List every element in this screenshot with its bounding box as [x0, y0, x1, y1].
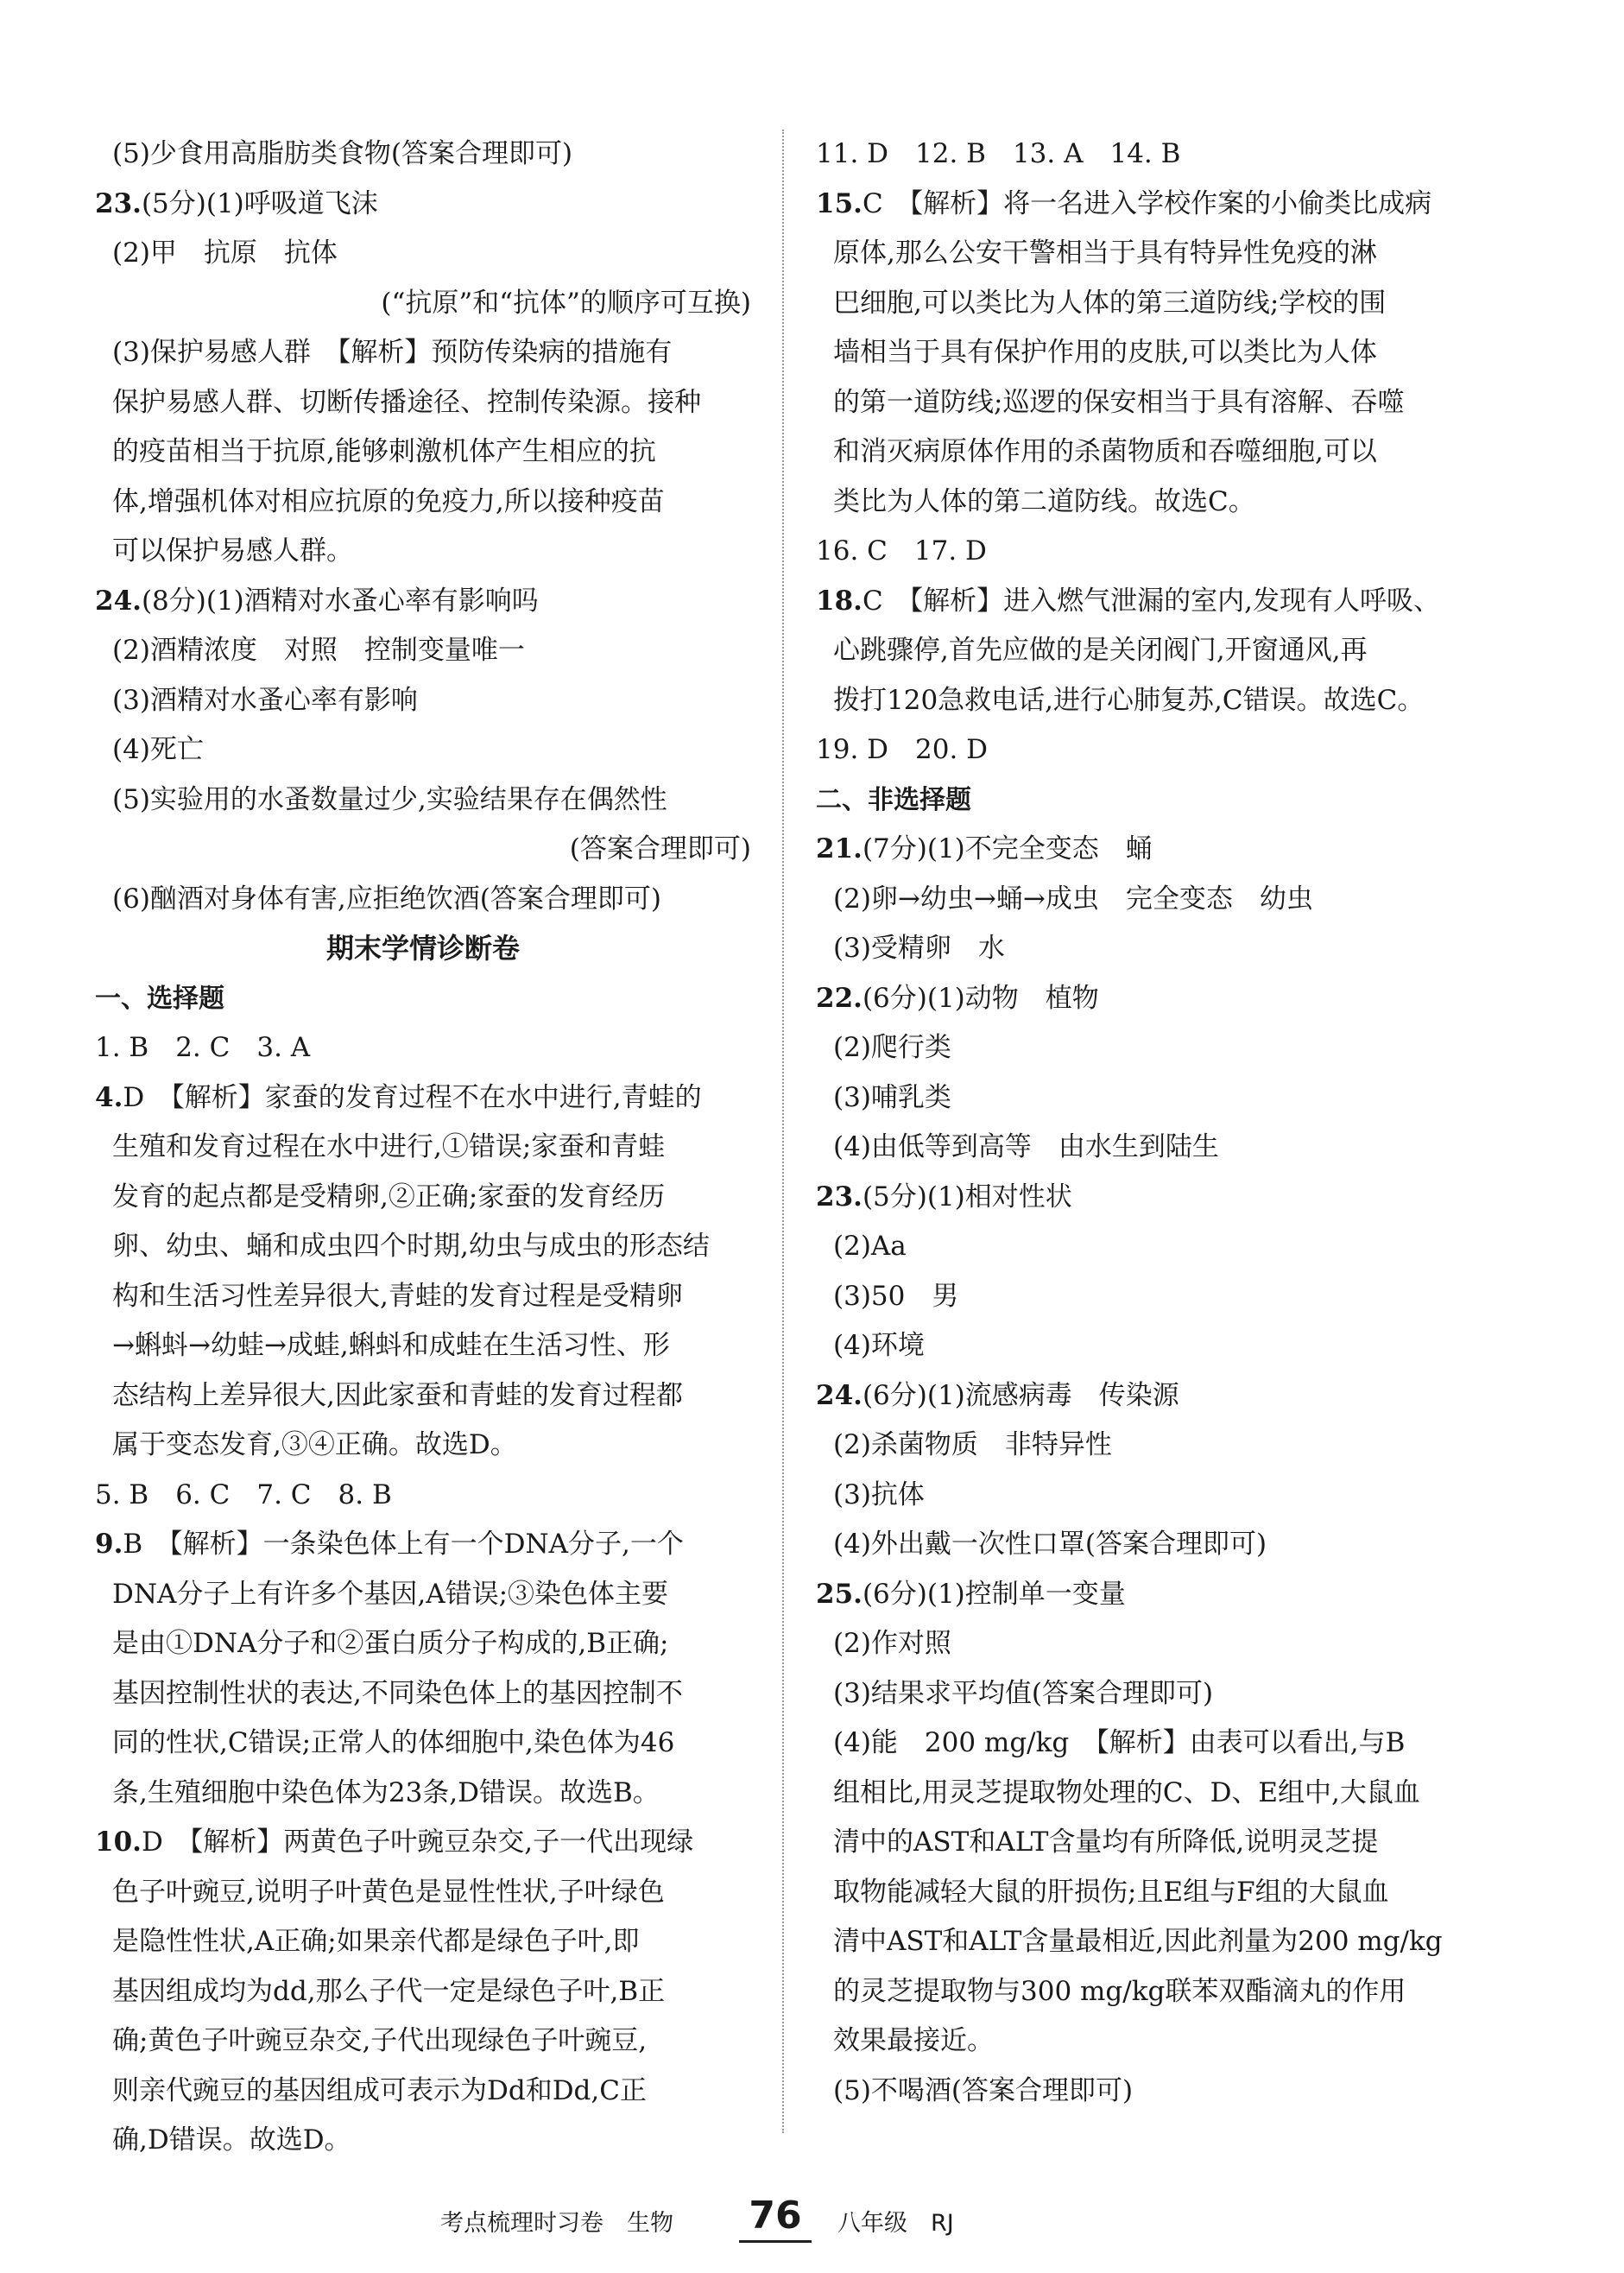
left-line-28 — [95, 1520, 751, 1570]
line-text: C 【解析】将一名进入学校作案的小偷类比成病 — [862, 187, 1432, 219]
left-line-19 — [95, 1073, 751, 1124]
right-line-34 — [816, 1818, 1507, 1868]
line-text: (3)50 男 — [833, 1280, 959, 1312]
right-line-26 — [816, 1421, 1507, 1471]
line-text: 生殖和发育过程在水中进行,①错误;家蚕和青蛙 — [112, 1131, 666, 1162]
right-line-4 — [816, 328, 1507, 378]
question-number: 25. — [816, 1578, 863, 1610]
line-text: DNA分子上有许多个基因,A错误;③染色体主要 — [112, 1578, 669, 1610]
question-number: 21. — [816, 833, 863, 864]
right-line-30 — [816, 1619, 1507, 1669]
line-text: 条,生殖细胞中染色体为23条,D错误。故选B。 — [112, 1776, 660, 1808]
question-number: 24. — [95, 585, 142, 617]
line-text: D 【解析】家蚕的发育过程不在水中进行,青蛙的 — [123, 1081, 702, 1113]
right-line-6 — [816, 427, 1507, 478]
left-line-12 — [95, 725, 751, 776]
right-column — [816, 130, 1507, 2116]
left-line-39 — [95, 2067, 751, 2117]
right-line-2 — [816, 229, 1507, 279]
right-line-27 — [816, 1471, 1507, 1521]
left-line-20 — [95, 1123, 751, 1173]
right-line-14 — [816, 825, 1507, 875]
right-line-11 — [816, 676, 1507, 726]
line-text: 5. B 6. C 7. C 8. B — [95, 1478, 392, 1510]
right-line-10 — [816, 626, 1507, 676]
left-line-27 — [95, 1471, 751, 1521]
right-line-28 — [816, 1520, 1507, 1570]
line-text: (3)抗体 — [833, 1478, 925, 1510]
line-text: 清中AST和ALT含量最相近,因此剂量为200 mg/kg — [833, 1926, 1443, 1957]
question-number: 22. — [816, 982, 863, 1014]
right-line-33 — [816, 1769, 1507, 1819]
right-line-32 — [816, 1719, 1507, 1769]
question-number: 9. — [95, 1529, 123, 1560]
left-line-21 — [95, 1173, 751, 1223]
line-text: (3)保护易感人群 【解析】预防传染病的措施有 — [112, 337, 673, 368]
left-line-26 — [95, 1421, 751, 1471]
right-line-17 — [816, 974, 1507, 1024]
line-text: (5)少食用高脂肪类食物(答案合理即可) — [112, 138, 573, 169]
right-line-13 — [816, 776, 1507, 826]
left-line-14 — [95, 825, 751, 875]
right-line-7 — [816, 478, 1507, 528]
question-number: 10. — [95, 1827, 142, 1858]
line-text: (2)杀菌物质 非特异性 — [833, 1429, 1112, 1460]
line-text: 拨打120急救电话,进行心肺复苏,C错误。故选C。 — [833, 684, 1425, 716]
line-text: 构和生活习性差异很大,青蛙的发育过程是受精卵 — [112, 1280, 683, 1312]
grade-label: 八年级 RJ — [837, 2210, 954, 2237]
line-text: (8分)(1)酒精对水蚤心率有影响吗 — [141, 585, 539, 617]
left-line-31 — [95, 1669, 751, 1719]
right-line-18 — [816, 1023, 1507, 1073]
left-line-29 — [95, 1570, 751, 1620]
right-line-20 — [816, 1123, 1507, 1173]
line-text: 二、非选择题 — [816, 784, 971, 815]
left-line-35 — [95, 1868, 751, 1918]
left-line-18 — [95, 1023, 751, 1073]
line-text: B 【解析】一条染色体上有一个DNA分子,一个 — [123, 1529, 684, 1560]
line-text: (6)酗酒对身体有害,应拒绝饮酒(答案合理即可) — [112, 883, 661, 915]
right-line-9 — [816, 577, 1507, 627]
line-text: (4)能 200 mg/kg 【解析】由表可以看出,与B — [833, 1727, 1406, 1758]
left-line-22 — [95, 1222, 751, 1272]
line-text: 则亲代豌豆的基因组成可表示为Dd和Dd,C正 — [112, 2074, 647, 2106]
line-text: (3)酒精对水蚤心率有影响 — [112, 684, 418, 716]
question-number: 4. — [95, 1081, 123, 1113]
line-text: 16. C 17. D — [816, 535, 987, 567]
line-text: 发育的起点都是受精卵,②正确;家蚕的发育经历 — [112, 1181, 666, 1212]
right-line-36 — [816, 1917, 1507, 1967]
line-text: (2)Aa — [833, 1231, 907, 1262]
left-line-8 — [95, 527, 751, 577]
line-text: 色子叶豌豆,说明子叶黄色是显性性状,子叶绿色 — [112, 1876, 665, 1908]
line-text: D 【解析】两黄色子叶豌豆杂交,子一代出现绿 — [141, 1827, 694, 1858]
right-line-25 — [816, 1371, 1507, 1421]
left-line-33 — [95, 1769, 751, 1819]
line-text: 取物能减轻大鼠的肝损伤;且E组与F组的大鼠血 — [833, 1876, 1389, 1908]
column-divider — [782, 130, 784, 2133]
right-line-24 — [816, 1321, 1507, 1371]
line-text: (6分)(1)控制单一变量 — [862, 1578, 1126, 1610]
line-text: 可以保护易感人群。 — [112, 535, 353, 567]
line-text: (4)外出戴一次性口罩(答案合理即可) — [833, 1529, 1267, 1560]
line-text: 和消灭病原体作用的杀菌物质和吞噬细胞,可以 — [833, 436, 1377, 467]
right-line-0 — [816, 130, 1507, 180]
left-line-3 — [95, 279, 751, 329]
line-text: (2)卵→幼虫→蛹→成虫 完全变态 幼虫 — [833, 883, 1313, 915]
line-text: (4)环境 — [833, 1330, 925, 1361]
line-text: 19. D 20. D — [816, 734, 989, 765]
left-line-16 — [95, 924, 751, 974]
line-text: (3)受精卵 水 — [833, 933, 1005, 964]
right-line-16 — [816, 924, 1507, 974]
line-text: (“抗原”和“抗体”的顺序可互换) — [381, 287, 751, 319]
right-line-23 — [816, 1272, 1507, 1322]
line-text: (5)不喝酒(答案合理即可) — [833, 2074, 1134, 2106]
left-line-5 — [95, 378, 751, 428]
left-line-40 — [95, 2116, 751, 2166]
left-line-25 — [95, 1371, 751, 1421]
left-line-30 — [95, 1619, 751, 1669]
right-line-21 — [816, 1173, 1507, 1223]
line-text: 清中的AST和ALT含量均有所降低,说明灵芝提 — [833, 1827, 1379, 1858]
page-footer — [0, 2194, 1624, 2245]
line-text: (2)酒精浓度 对照 控制变量唯一 — [112, 635, 525, 666]
right-line-37 — [816, 1967, 1507, 2017]
line-text: 一、选择题 — [95, 983, 224, 1014]
right-line-29 — [816, 1570, 1507, 1620]
line-text: 类比为人体的第二道防线。故选C。 — [833, 485, 1255, 517]
line-text: (3)哺乳类 — [833, 1081, 951, 1113]
line-text: (2)甲 抗原 抗体 — [112, 237, 338, 269]
line-text: (6分)(1)动物 植物 — [862, 982, 1099, 1014]
right-line-5 — [816, 378, 1507, 428]
line-text: 巴细胞,可以类比为人体的第三道防线;学校的围 — [833, 287, 1387, 319]
line-text: 原体,那么公安干警相当于具有特异性免疫的淋 — [833, 237, 1377, 269]
left-line-1 — [95, 180, 751, 230]
line-text: 基因控制性状的表达,不同染色体上的基因控制不 — [112, 1677, 683, 1709]
question-number: 18. — [816, 585, 863, 617]
line-text: (5分)(1)呼吸道飞沫 — [141, 187, 378, 219]
left-line-11 — [95, 676, 751, 726]
line-text: 体,增强机体对相应抗原的免疫力,所以接种疫苗 — [112, 485, 665, 517]
line-text: 属于变态发育,③④正确。故选D。 — [112, 1429, 517, 1460]
left-line-32 — [95, 1719, 751, 1769]
line-text: (6分)(1)流感病毒 传染源 — [862, 1379, 1179, 1411]
line-text: 保护易感人群、切断传播途径、控制传染源。接种 — [112, 386, 701, 418]
right-line-38 — [816, 2017, 1507, 2067]
right-line-1 — [816, 180, 1507, 230]
line-text: 的疫苗相当于抗原,能够刺激机体产生相应的抗 — [112, 436, 656, 467]
line-text: (4)由低等到高等 由水生到陆生 — [833, 1131, 1219, 1162]
left-line-37 — [95, 1967, 751, 2017]
line-text: (5)实验用的水蚤数量过少,实验结果存在偶然性 — [112, 783, 667, 815]
line-text: 期末学情诊断卷 — [325, 932, 520, 965]
right-line-39 — [816, 2067, 1507, 2117]
line-text: 同的性状,C错误;正常人的体细胞中,染色体为46 — [112, 1727, 675, 1758]
line-text: 心跳骤停,首先应做的是关闭阀门,开窗通风,再 — [833, 635, 1368, 666]
line-text: 11. D 12. B 13. A 14. B — [816, 138, 1181, 169]
question-number: 15. — [816, 187, 863, 219]
line-text: 组相比,用灵芝提取物处理的C、D、E组中,大鼠血 — [833, 1776, 1420, 1808]
left-line-0 — [95, 130, 751, 180]
right-line-8 — [816, 527, 1507, 577]
question-number: 24. — [816, 1379, 863, 1411]
left-line-13 — [95, 776, 751, 826]
left-column — [95, 130, 751, 2166]
line-text: 1. B 2. C 3. A — [95, 1032, 311, 1063]
page-number: 76 — [739, 2194, 812, 2243]
left-line-38 — [95, 2017, 751, 2067]
left-line-6 — [95, 427, 751, 478]
line-text: 基因组成均为dd,那么子代一定是绿色子叶,B正 — [112, 1975, 666, 2007]
right-line-15 — [816, 875, 1507, 925]
left-line-36 — [95, 1917, 751, 1967]
line-text: 的第一道防线;巡逻的保安相当于具有溶解、吞噬 — [833, 386, 1405, 418]
line-text: 墙相当于具有保护作用的皮肤,可以类比为人体 — [833, 337, 1377, 368]
left-line-4 — [95, 328, 751, 378]
line-text: →蝌蚪→幼蛙→成蛙,蝌蚪和成蛙在生活习性、形 — [112, 1330, 670, 1361]
right-line-31 — [816, 1669, 1507, 1719]
line-text: 卵、幼虫、蛹和成虫四个时期,幼虫与成虫的形态结 — [112, 1231, 710, 1262]
left-line-15 — [95, 875, 751, 925]
left-line-9 — [95, 577, 751, 627]
left-line-23 — [95, 1272, 751, 1322]
left-line-24 — [95, 1321, 751, 1371]
line-text: (3)结果求平均值(答案合理即可) — [833, 1677, 1214, 1709]
right-line-19 — [816, 1073, 1507, 1124]
line-text: (2)爬行类 — [833, 1032, 951, 1063]
line-text: 是隐性性状,A正确;如果亲代都是绿色子叶,即 — [112, 1926, 640, 1957]
line-text: (答案合理即可) — [569, 833, 751, 864]
line-text: 的灵芝提取物与300 mg/kg联苯双酯滴丸的作用 — [833, 1975, 1406, 2007]
right-line-22 — [816, 1222, 1507, 1272]
right-line-35 — [816, 1868, 1507, 1918]
line-text: (4)死亡 — [112, 734, 204, 765]
left-line-10 — [95, 626, 751, 676]
line-text: 是由①DNA分子和②蛋白质分子构成的,B正确; — [112, 1628, 669, 1659]
line-text: (5分)(1)相对性状 — [862, 1181, 1072, 1212]
right-line-12 — [816, 725, 1507, 776]
right-line-3 — [816, 279, 1507, 329]
question-number: 23. — [95, 187, 142, 219]
line-text: 确,D错误。故选D。 — [112, 2124, 351, 2156]
line-text: (2)作对照 — [833, 1628, 951, 1659]
line-text: 确;黄色子叶豌豆杂交,子代出现绿色子叶豌豆, — [112, 2025, 648, 2056]
line-text: 态结构上差异很大,因此家蚕和青蛙的发育过程都 — [112, 1379, 683, 1411]
question-number: 23. — [816, 1181, 863, 1212]
left-line-7 — [95, 478, 751, 528]
line-text: C 【解析】进入燃气泄漏的室内,发现有人呼吸、 — [862, 585, 1441, 617]
left-line-34 — [95, 1818, 751, 1868]
left-line-17 — [95, 974, 751, 1024]
line-text: 效果最接近。 — [833, 2025, 994, 2056]
line-text: (7分)(1)不完全变态 蛹 — [862, 833, 1153, 864]
left-line-2 — [95, 229, 751, 279]
book-title: 考点梳理时习卷 生物 — [440, 2210, 673, 2237]
